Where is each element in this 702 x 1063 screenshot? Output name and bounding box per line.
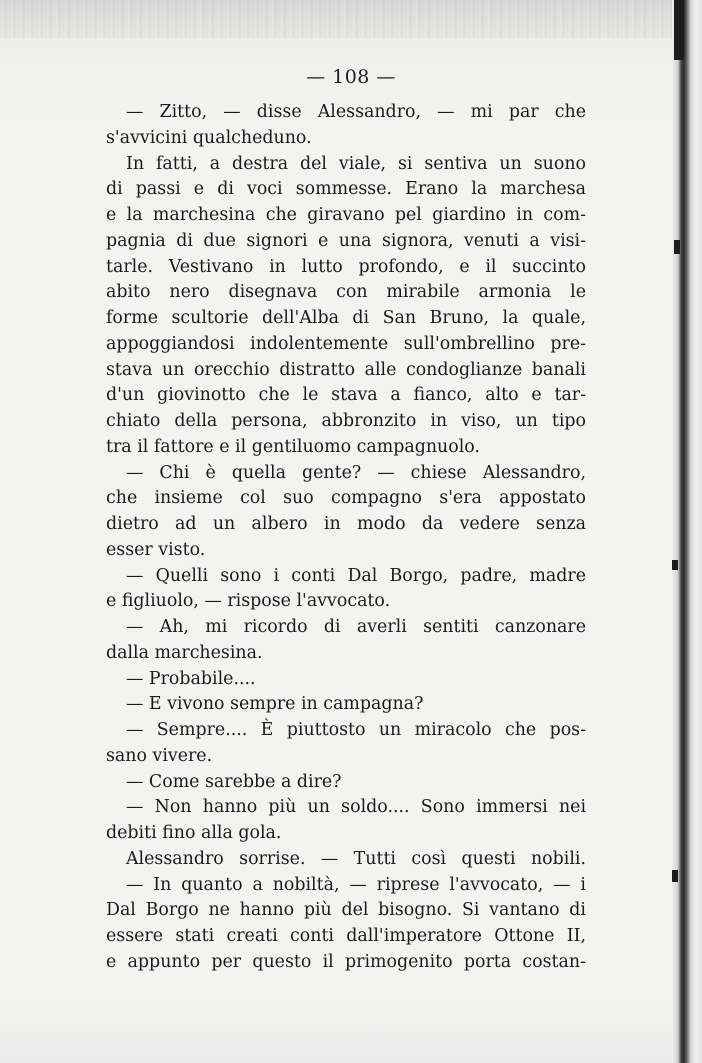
- scan-noise: [0, 0, 702, 38]
- text-line: — Non hanno più un soldo.... Sono immersi nei: [126, 797, 586, 818]
- text-line: chiato della persona, abbronzito in viso, un tipo: [106, 411, 586, 431]
- text-line: — In quanto a nobiltà, — riprese l'avvocato, — i: [126, 874, 586, 895]
- text-line: forme scultorie dell'Alba di San Bruno, la quale,: [106, 308, 586, 328]
- edge-mark: [672, 560, 678, 570]
- text-line: debiti fino alla gola.: [106, 823, 282, 843]
- edge-mark: [672, 870, 678, 882]
- text-line: — Chi è quella gente? — chiese Alessandro,: [126, 462, 586, 483]
- text-line: pagnia di due signori e una signora, venuti a visi-: [106, 230, 586, 251]
- text-line: appoggiandosi indolentemente sull'ombrellino pre-: [106, 333, 586, 354]
- text-line: — E vivono sempre in campagna?: [126, 694, 424, 715]
- page-number: — 108 —: [306, 66, 396, 88]
- text-line: d'un giovinotto che le stava a fianco, alto e tar-: [106, 385, 586, 406]
- text-line: di passi e di voci sommesse. Erano la marchesa: [106, 179, 586, 200]
- text-line: — Zitto, — disse Alessandro, — mi par che: [126, 102, 586, 122]
- text-line: e la marchesina che giravano pel giardino in com-: [106, 205, 586, 225]
- text-line: Dal Borgo ne hanno più del bisogno. Si vantano di: [106, 900, 586, 921]
- text-line: esser visto.: [106, 539, 206, 560]
- text-line: abito nero disegnava con mirabile armonia le: [106, 282, 586, 303]
- text-line: s'avvicini qualcheduno.: [106, 127, 312, 148]
- text-line: — Quelli sono i conti Dal Borgo, padre, madre: [126, 565, 586, 586]
- text-line: essere stati creati conti dall'imperatore Ottone II,: [106, 926, 586, 946]
- edge-mark: [674, 0, 684, 60]
- text-line: tra il fattore e il gentiluomo campagnuolo.: [106, 436, 480, 457]
- edge-mark: [674, 240, 680, 254]
- text-line: dalla marchesina.: [106, 642, 263, 663]
- text-line: e figliuolo, — rispose l'avvocato.: [106, 591, 391, 612]
- text-line: che insieme col suo compagno s'era appostato: [106, 488, 586, 509]
- text-line: — Come sarebbe a dire?: [126, 771, 342, 792]
- text-line: — Ah, mi ricordo di averli sentiti canzonare: [126, 617, 586, 637]
- text-line: sano vivere.: [106, 745, 213, 766]
- text-line: e appunto per questo il primogenito porta costan-: [106, 951, 586, 972]
- page-text: [106, 100, 586, 976]
- text-line: Alessandro sorrise. — Tutti così questi nobili.: [126, 848, 586, 869]
- text-line: — Probabile....: [126, 668, 256, 689]
- text-line: — Sempre.... È piuttosto un miracolo che pos-: [126, 720, 586, 740]
- page-binding-edge: [672, 0, 702, 1063]
- text-line: stava un orecchio distratto alle condoglianze banali: [106, 359, 586, 380]
- text-line: In fatti, a destra del viale, si sentiva un suono: [126, 153, 586, 174]
- text-line: dietro ad un albero in modo da vedere senza: [106, 514, 586, 534]
- text-line: tarle. Vestivano in lutto profondo, e il succinto: [106, 256, 586, 277]
